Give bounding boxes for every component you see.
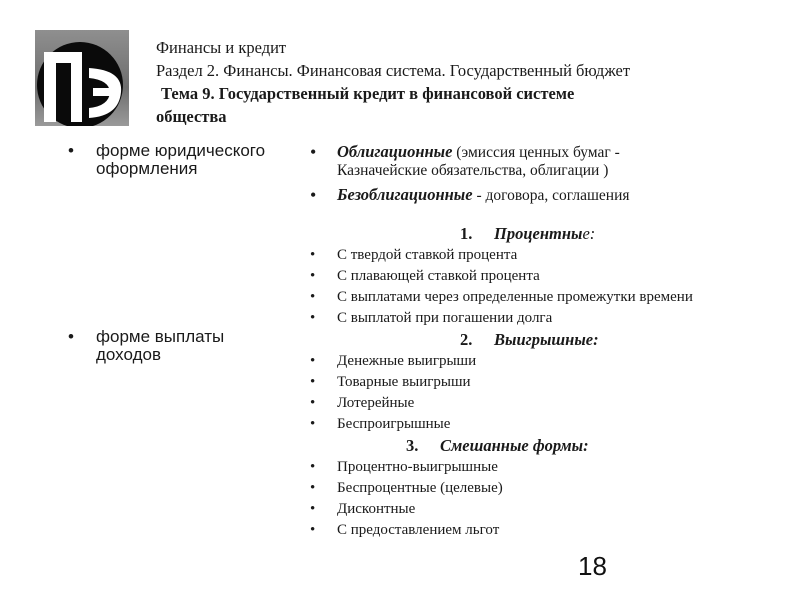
legal-desc: (эмиссия ценных бумаг -: [452, 144, 620, 161]
classification-details: [310, 143, 790, 541]
legal-desc: - договора, соглашения: [472, 187, 630, 204]
legal-term: Безоблигационные: [337, 185, 473, 204]
list-item: • С выплатой при погашении долга: [310, 308, 790, 329]
list-item: • Товарные выигрыши: [310, 372, 790, 393]
group-title: Процентны: [494, 224, 583, 243]
list-item: • Процентно-выигрышные: [310, 457, 790, 478]
group-title: Выигрышные:: [494, 330, 599, 349]
criterion-income-payment: • форме выплаты доходов: [68, 328, 268, 364]
legal-term: Облигационные: [337, 142, 453, 161]
legal-item: [310, 186, 790, 205]
list-item: • Лотерейные: [310, 393, 790, 414]
list-item: • Беспроцентные (целевые): [310, 478, 790, 499]
group-number: 3.: [406, 436, 419, 455]
legal-desc-cont: Казначейские обязательства, облигации ): [337, 162, 609, 179]
section-title: Раздел 2. Финансы. Финансовая система. Государственный бюджет: [156, 61, 631, 80]
criterion-legal-form: • форме юридического оформления: [68, 142, 268, 178]
list-item: • С предоставлением льгот: [310, 520, 790, 541]
list-item: • С твердой ставкой процента: [310, 245, 790, 266]
legal-item: [310, 143, 790, 180]
classification-criteria: [68, 142, 268, 364]
group-number: 1.: [460, 224, 473, 243]
group-heading: [310, 435, 790, 457]
group-heading: [310, 329, 790, 351]
list-item: • С выплатами через определенные промежутки времени: [310, 287, 790, 308]
topic-title-line1: Тема 9. Государственный кредит в финансовой системе: [161, 84, 575, 103]
slide-header: [156, 36, 776, 128]
list-item: • Денежные выигрыши: [310, 351, 790, 372]
list-item: • С плавающей ставкой процента: [310, 266, 790, 287]
course-title: Финансы и кредит: [156, 38, 287, 57]
list-item: • Беспроигрышные: [310, 414, 790, 435]
pg-logo-icon: [35, 30, 129, 126]
group-title-rest: е:: [582, 224, 596, 243]
group-title: Смешанные формы:: [440, 436, 589, 455]
logo: [35, 30, 129, 126]
topic-title-line2: общества: [156, 107, 227, 126]
page-number: 18: [578, 551, 607, 581]
group-number: 2.: [460, 330, 473, 349]
list-item: • Дисконтные: [310, 499, 790, 520]
group-heading: [310, 223, 790, 245]
